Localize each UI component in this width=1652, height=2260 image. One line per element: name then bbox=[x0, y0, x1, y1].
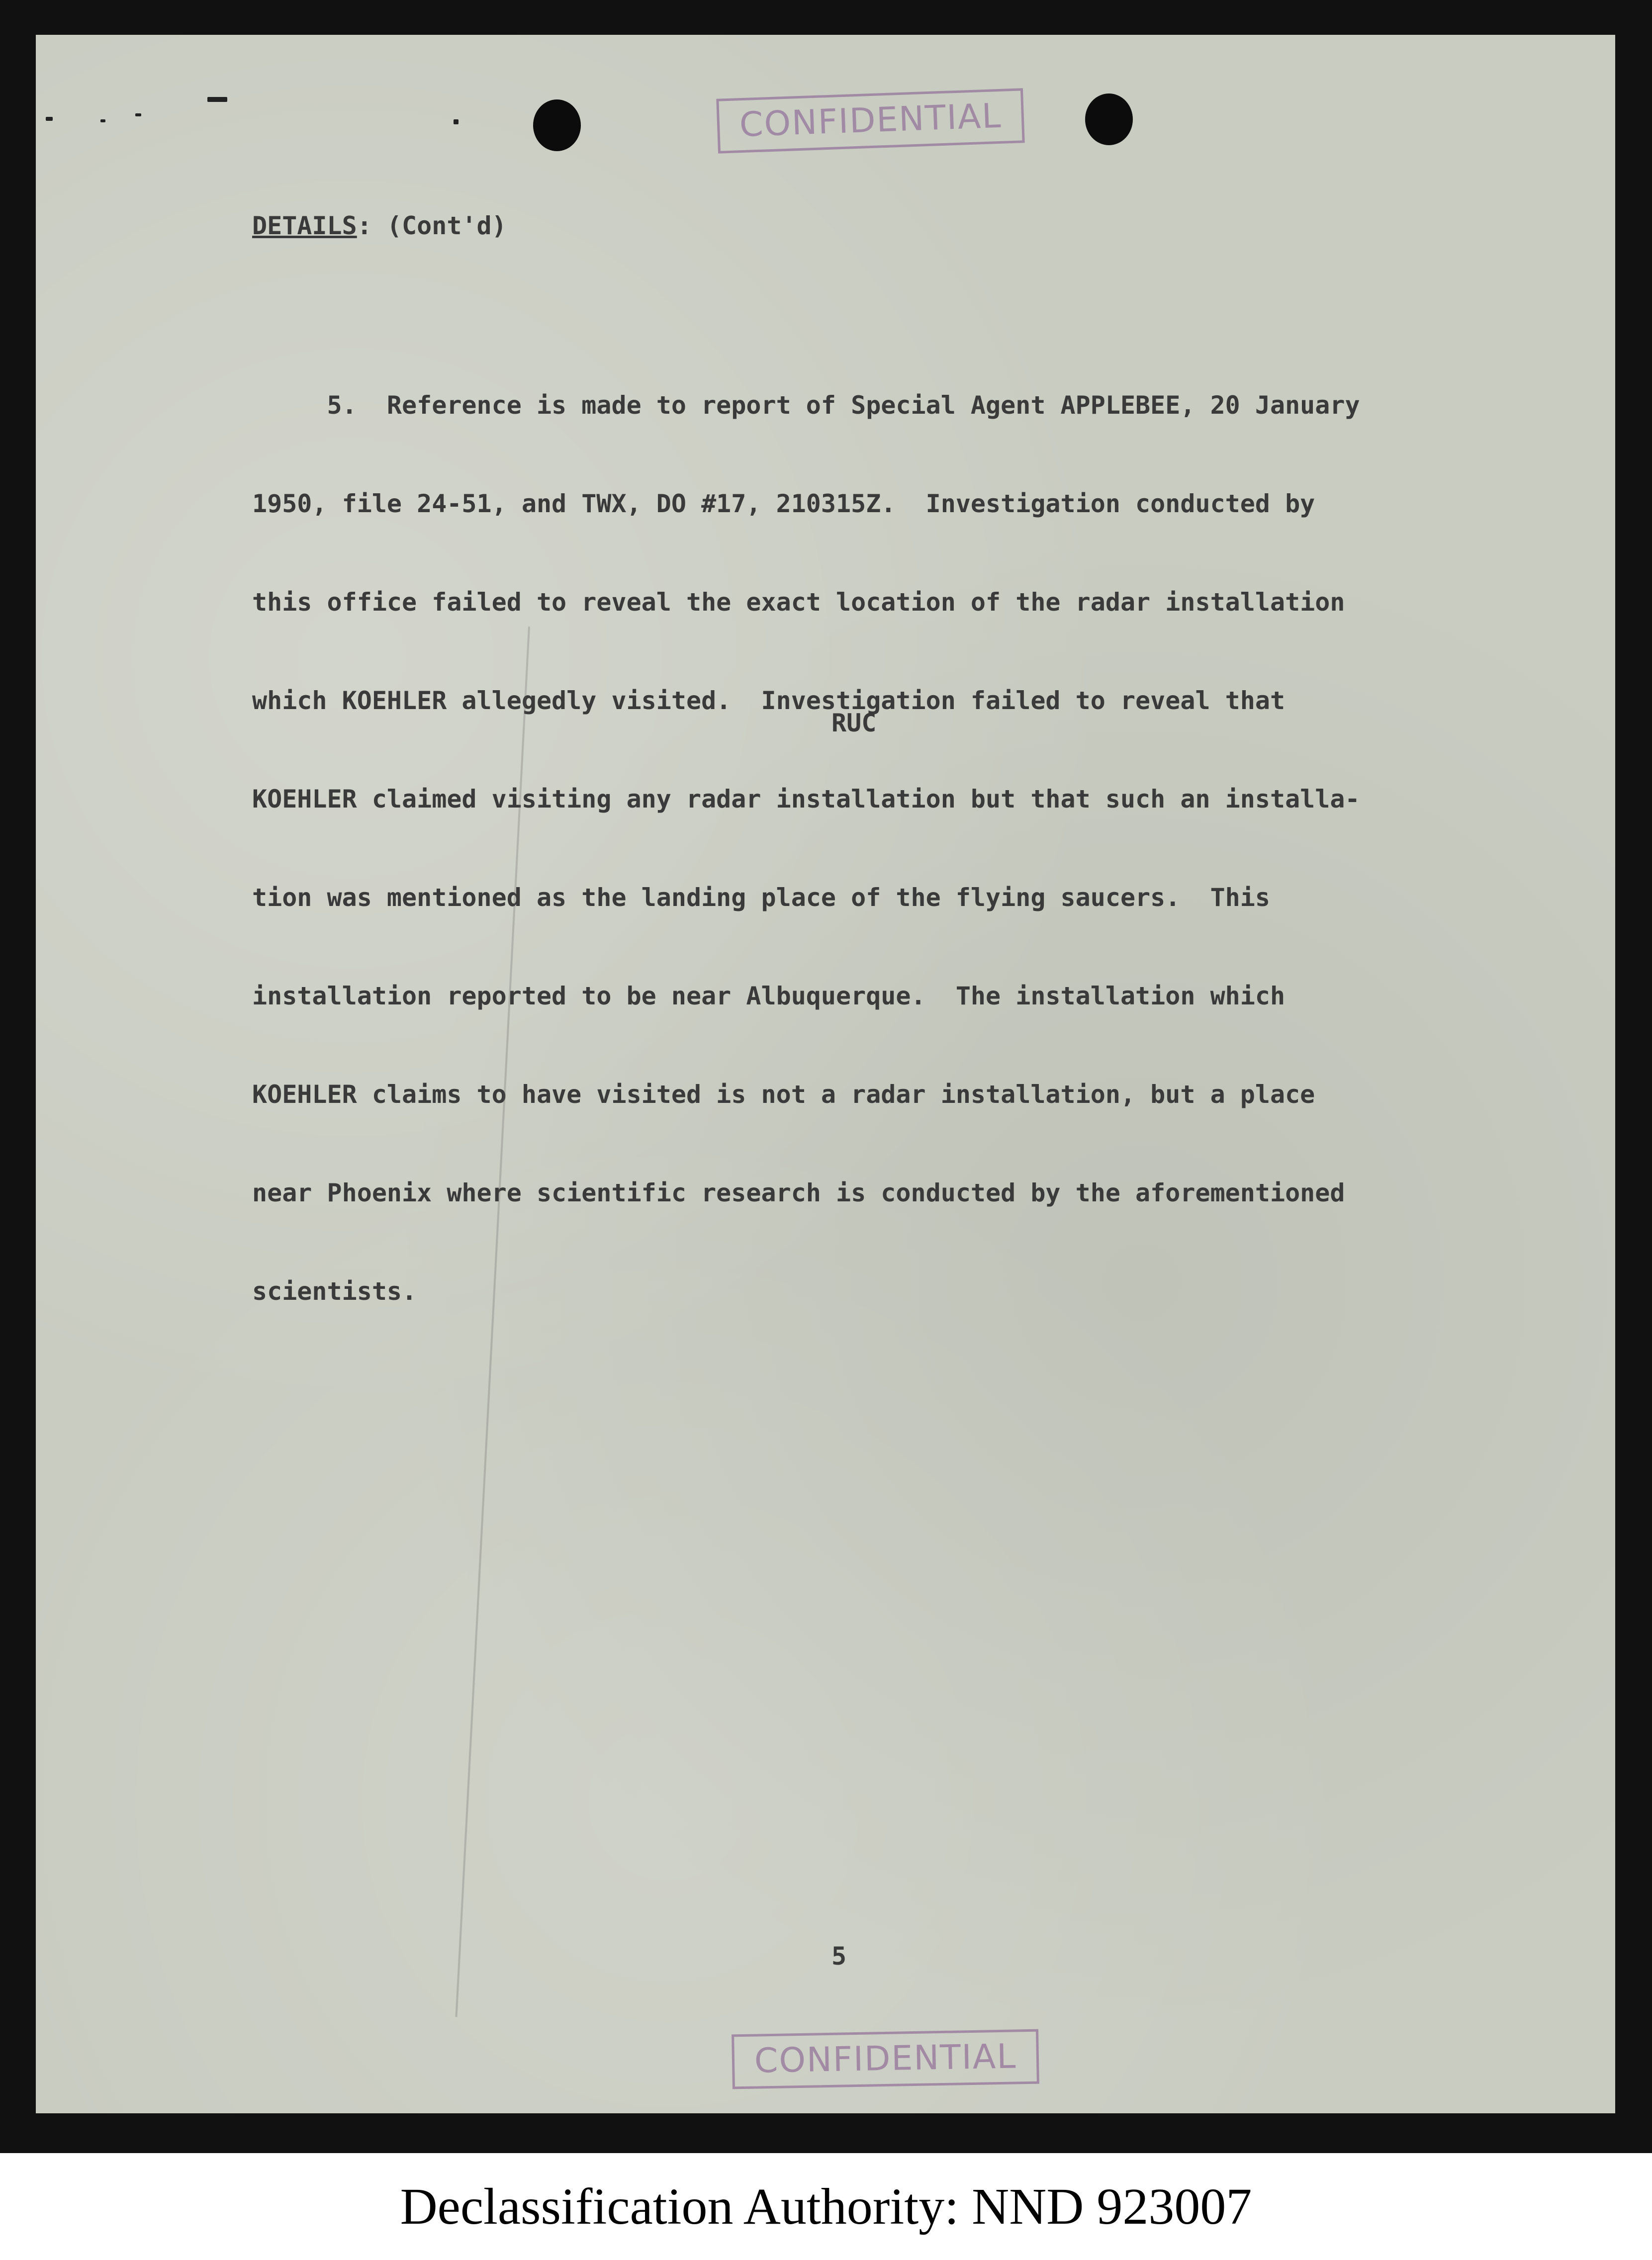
heading-suffix: : (Cont'd) bbox=[357, 211, 507, 240]
text-line: 1950, file 24-51, and TWX, DO #17, 210315Z. Investigation conducted by bbox=[252, 489, 1315, 518]
text-line: installation reported to be near Albuquerque. The installation which bbox=[252, 982, 1285, 1010]
punch-hole-left bbox=[533, 99, 581, 151]
text-line: this office failed to reveal the exact location of the radar installation bbox=[252, 588, 1345, 617]
ink-speck bbox=[207, 97, 227, 102]
text-line: KOEHLER claims to have visited is not a radar installation, but a place bbox=[252, 1080, 1315, 1109]
section-heading bbox=[252, 211, 507, 240]
page-number: 5 bbox=[831, 1942, 847, 1971]
details-label: DETAILS bbox=[252, 211, 357, 240]
ink-speck bbox=[454, 119, 459, 124]
text-line: scientists. bbox=[252, 1277, 417, 1306]
ink-speck bbox=[135, 113, 141, 116]
confidential-stamp-top: CONFIDENTIAL bbox=[716, 88, 1025, 153]
text-line: which KOEHLER allegedly visited. Investigation failed to reveal that bbox=[252, 686, 1285, 715]
text-line: tion was mentioned as the landing place of the flying saucers. This bbox=[252, 883, 1270, 912]
ink-speck bbox=[100, 119, 105, 122]
report-paragraph bbox=[252, 323, 1360, 1373]
ink-speck bbox=[46, 117, 53, 121]
punch-hole-right bbox=[1085, 93, 1133, 145]
confidential-stamp-bottom: CONFIDENTIAL bbox=[732, 2029, 1039, 2089]
text-line: near Phoenix where scientific research is conducted by the aforementioned bbox=[252, 1178, 1345, 1207]
text-line: KOEHLER claimed visiting any radar installation but that such an installa- bbox=[252, 785, 1360, 814]
document-page bbox=[36, 35, 1615, 2113]
typist-initials: RUC bbox=[831, 709, 877, 737]
text-line: 5. Reference is made to report of Special Agent APPLEBEE, 20 January bbox=[252, 391, 1360, 420]
declassification-caption: Declassification Authority: NND 923007 bbox=[400, 2178, 1252, 2235]
